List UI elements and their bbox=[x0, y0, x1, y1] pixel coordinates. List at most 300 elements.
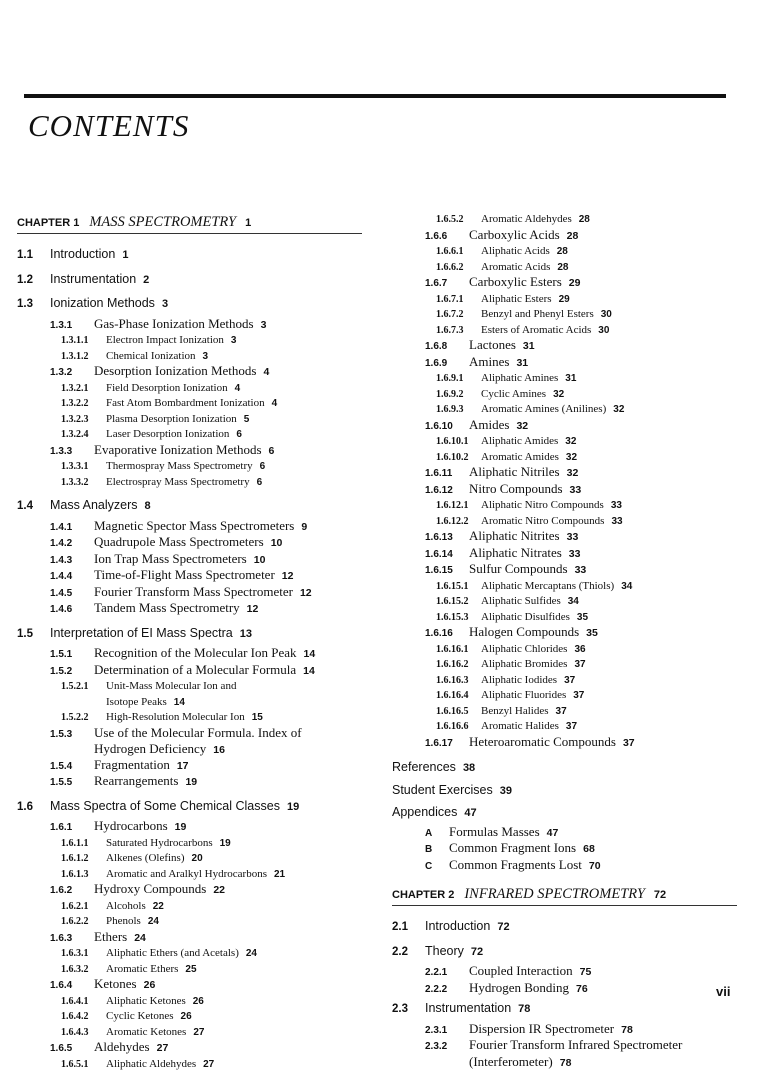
section-title: Aliphatic Ethers (and Acetals) bbox=[106, 947, 239, 959]
section-title: Interpretation of EI Mass Spectra bbox=[50, 626, 233, 640]
page-ref: 30 bbox=[598, 325, 609, 336]
toc-entry bbox=[392, 915, 737, 940]
section-title: Fast Atom Bombardment Ionization bbox=[106, 397, 265, 409]
page-ref: 25 bbox=[185, 964, 196, 975]
toc-entry bbox=[392, 355, 737, 372]
section-title: Benzyl and Phenyl Esters bbox=[481, 308, 594, 320]
section-number: 1.6.15.3 bbox=[436, 611, 481, 626]
section-title: Aliphatic Sulfides bbox=[481, 595, 561, 607]
section-title: Aliphatic Iodides bbox=[481, 674, 557, 686]
page-ref: 31 bbox=[565, 373, 576, 384]
section-title: Instrumentation bbox=[50, 272, 136, 286]
section-number: 1.6.16.1 bbox=[436, 643, 481, 658]
toc-entry bbox=[392, 964, 737, 981]
page-ref: 34 bbox=[621, 581, 632, 592]
page-ref: 24 bbox=[246, 948, 257, 959]
section-title: Recognition of the Molecular Ion Peak bbox=[94, 645, 297, 660]
page-ref: 37 bbox=[564, 675, 575, 686]
section-number: 1.6.14 bbox=[425, 548, 469, 563]
page-ref: 3 bbox=[203, 351, 209, 362]
section-number: 1.6.9.3 bbox=[436, 403, 481, 418]
toc-entry bbox=[392, 625, 737, 642]
section-title: Aromatic Ketones bbox=[106, 1026, 186, 1038]
toc-entry bbox=[17, 774, 362, 791]
page-number: vii bbox=[716, 984, 730, 999]
toc-entry bbox=[392, 841, 737, 858]
toc-entry bbox=[17, 494, 362, 519]
section-number: 1.3.2.3 bbox=[61, 413, 106, 428]
section-title: Magnetic Spector Mass Spectrometers bbox=[94, 518, 294, 533]
section-title: Unit-Mass Molecular Ion and bbox=[106, 680, 236, 692]
section-title: Electrospray Mass Spectrometry bbox=[106, 476, 250, 488]
section-title: Aliphatic Nitrates bbox=[469, 545, 562, 560]
page-ref: 4 bbox=[235, 383, 241, 394]
page-ref: 6 bbox=[236, 429, 242, 440]
toc-entry bbox=[17, 930, 362, 947]
toc-entry bbox=[17, 710, 362, 726]
section-title: Aliphatic Acids bbox=[481, 245, 550, 257]
toc-entry bbox=[392, 402, 737, 418]
section-number: 1.6.7.3 bbox=[436, 324, 481, 339]
section-title: Ethers bbox=[94, 929, 127, 944]
section-number: 1.6.3.2 bbox=[61, 963, 106, 978]
chapter-title: INFRARED SPECTROMETRY bbox=[464, 886, 645, 903]
section-title: Fourier Transform Infrared Spectrometer bbox=[469, 1037, 682, 1052]
toc-entry bbox=[17, 977, 362, 994]
section-number: 1.6.5.2 bbox=[436, 213, 481, 228]
section-number: B bbox=[425, 843, 449, 858]
page-ref: 35 bbox=[577, 612, 588, 623]
page-ref: 12 bbox=[247, 603, 259, 615]
page-ref: 12 bbox=[282, 570, 294, 582]
section-number: 1.6.2.1 bbox=[61, 900, 106, 915]
section-number: C bbox=[425, 860, 449, 875]
section-title: Fourier Transform Mass Spectrometer bbox=[94, 584, 293, 599]
section-number: 1.5.3 bbox=[50, 728, 94, 743]
section-number: 2.3.1 bbox=[425, 1024, 469, 1039]
toc-entry bbox=[392, 371, 737, 387]
section-title: Gas-Phase Ionization Methods bbox=[94, 316, 254, 331]
page-ref: 28 bbox=[557, 262, 568, 273]
page-ref: 3 bbox=[162, 298, 168, 310]
section-title: Halogen Compounds bbox=[469, 624, 579, 639]
toc-entry bbox=[392, 418, 737, 435]
page-ref: 6 bbox=[260, 461, 266, 472]
section-title: (Interferometer) bbox=[469, 1054, 553, 1069]
page-ref: 27 bbox=[157, 1042, 169, 1054]
page-ref: 22 bbox=[153, 901, 164, 912]
section-number: 2.2.2 bbox=[425, 983, 469, 998]
section-title: Amines bbox=[469, 354, 509, 369]
section-number: 1.5.5 bbox=[50, 776, 94, 791]
section-title: Alkenes (Olefins) bbox=[106, 852, 185, 864]
section-title: Time-of-Flight Mass Spectrometer bbox=[94, 567, 275, 582]
section-number: 1.3.3 bbox=[50, 445, 94, 460]
section-title: Aliphatic Nitriles bbox=[469, 464, 560, 479]
page-ref: 75 bbox=[580, 966, 592, 978]
toc-entry bbox=[17, 381, 362, 397]
section-title: Aliphatic Disulfides bbox=[481, 611, 570, 623]
section-number: 1.4.4 bbox=[50, 570, 94, 585]
page-ref: 37 bbox=[573, 690, 584, 701]
toc-entry bbox=[392, 338, 737, 355]
section-number: 1.3.3.2 bbox=[61, 476, 106, 491]
section-title: Ionization Methods bbox=[50, 296, 155, 310]
section-number: 1.6.2.2 bbox=[61, 915, 106, 930]
section-title: Aromatic Aldehydes bbox=[481, 213, 572, 225]
page-ref: 19 bbox=[185, 776, 197, 788]
section-number: 1.6.10.2 bbox=[436, 451, 481, 466]
section-title: Aliphatic Chlorides bbox=[481, 643, 567, 655]
page-ref: 33 bbox=[569, 548, 581, 560]
toc-entry bbox=[392, 642, 737, 658]
toc-entry bbox=[17, 1025, 362, 1041]
page-ref: 3 bbox=[231, 335, 237, 346]
page-ref: 16 bbox=[213, 744, 225, 756]
section-title: Aliphatic Nitro Compounds bbox=[481, 499, 604, 511]
toc-entry bbox=[17, 622, 362, 647]
section-title: High-Resolution Molecular Ion bbox=[106, 711, 245, 723]
section-title: Instrumentation bbox=[425, 1001, 511, 1015]
section-title: Theory bbox=[425, 944, 464, 958]
page-ref: 21 bbox=[274, 869, 285, 880]
page-ref: 13 bbox=[240, 628, 252, 640]
toc-entry bbox=[392, 387, 737, 403]
section-number: 1.6.10 bbox=[425, 420, 469, 435]
section-title: Amides bbox=[469, 417, 509, 432]
toc-entry bbox=[392, 981, 737, 998]
section-number: 1.6.16.4 bbox=[436, 689, 481, 704]
page-ref: 4 bbox=[263, 366, 269, 378]
section-title: Aliphatic Amides bbox=[481, 435, 558, 447]
section-title: Student Exercises bbox=[392, 783, 493, 797]
toc-entry bbox=[17, 412, 362, 428]
page-ref: 2 bbox=[143, 274, 149, 286]
page-ref: 37 bbox=[623, 737, 635, 749]
section-number: 1.6.12 bbox=[425, 484, 469, 499]
section-number: 1.6.1.3 bbox=[61, 868, 106, 883]
chapter-page: 1 bbox=[245, 217, 251, 229]
section-number: 1.4.2 bbox=[50, 537, 94, 552]
page-ref: 19 bbox=[175, 821, 187, 833]
page-ref: 15 bbox=[252, 712, 263, 723]
section-title: Evaporative Ionization Methods bbox=[94, 442, 262, 457]
page-ref: 19 bbox=[287, 801, 299, 813]
toc-entry bbox=[17, 851, 362, 867]
section-title: Alcohols bbox=[106, 900, 146, 912]
section-title: Tandem Mass Spectrometry bbox=[94, 600, 240, 615]
page-ref: 72 bbox=[497, 921, 509, 933]
toc-entry bbox=[392, 514, 737, 530]
page-ref: 20 bbox=[192, 853, 203, 864]
page-ref: 3 bbox=[261, 319, 267, 331]
section-title: Aliphatic Nitrites bbox=[469, 528, 560, 543]
section-title: Introduction bbox=[50, 247, 115, 261]
toc-entry bbox=[17, 695, 362, 711]
section-title: Coupled Interaction bbox=[469, 963, 573, 978]
toc-entry bbox=[392, 610, 737, 626]
section-number: 1.3 bbox=[17, 293, 50, 317]
section-number: 1.6.16.6 bbox=[436, 720, 481, 735]
page-ref: 1 bbox=[122, 249, 128, 261]
page-ref: 33 bbox=[575, 564, 587, 576]
right-column bbox=[392, 212, 737, 1070]
section-number: 1.6.16.2 bbox=[436, 658, 481, 673]
section-title: Hydrogen Bonding bbox=[469, 980, 569, 995]
page-ref: 31 bbox=[516, 357, 528, 369]
toc-entry bbox=[392, 546, 737, 563]
section-number: 1.6.12.1 bbox=[436, 499, 481, 514]
toc-entry bbox=[392, 579, 737, 595]
chapter-page: 72 bbox=[654, 889, 666, 901]
section-number: 2.2 bbox=[392, 941, 425, 965]
toc-entry bbox=[392, 562, 737, 579]
page-ref: 19 bbox=[220, 838, 231, 849]
page-ref: 9 bbox=[301, 521, 307, 533]
page-ref: 37 bbox=[566, 721, 577, 732]
section-number: 1.3.1.1 bbox=[61, 334, 106, 349]
toc-entry bbox=[392, 825, 737, 842]
toc-entry bbox=[17, 946, 362, 962]
section-number: 1.6.7 bbox=[425, 277, 469, 292]
section-number: 1.6.17 bbox=[425, 737, 469, 752]
page-ref: 17 bbox=[177, 760, 189, 772]
page-ref: 14 bbox=[304, 648, 316, 660]
section-title: Aromatic Nitro Compounds bbox=[481, 515, 604, 527]
toc-entry bbox=[392, 498, 737, 514]
section-title: Carboxylic Acids bbox=[469, 227, 560, 242]
toc-entry bbox=[17, 679, 362, 695]
page-ref: 14 bbox=[174, 697, 185, 708]
section-number: 1.6.3 bbox=[50, 932, 94, 947]
toc-list bbox=[17, 243, 362, 1072]
section-number: 1.6.9 bbox=[425, 357, 469, 372]
section-number: 1.6.15.1 bbox=[436, 580, 481, 595]
section-title: Dispersion IR Spectrometer bbox=[469, 1021, 614, 1036]
toc-entry bbox=[17, 535, 362, 552]
page-ref: 29 bbox=[559, 294, 570, 305]
toc-entry bbox=[17, 914, 362, 930]
toc-entry bbox=[17, 427, 362, 443]
toc-entry bbox=[17, 475, 362, 491]
section-title: Aliphatic Amines bbox=[481, 372, 558, 384]
section-title: Determination of a Molecular Formula bbox=[94, 662, 296, 677]
toc-entry bbox=[17, 1040, 362, 1057]
toc-entry bbox=[17, 742, 362, 758]
page-ref: 26 bbox=[193, 996, 204, 1007]
section-number: 1.6.1.1 bbox=[61, 837, 106, 852]
section-number: 1.6.7.1 bbox=[436, 293, 481, 308]
section-title: Carboxylic Esters bbox=[469, 274, 562, 289]
section-title: Ion Trap Mass Spectrometers bbox=[94, 551, 247, 566]
page-ref: 10 bbox=[254, 554, 266, 566]
chapter-heading bbox=[17, 214, 362, 234]
toc-entry bbox=[392, 594, 737, 610]
toc-entry bbox=[392, 529, 737, 546]
section-number: 1.5 bbox=[17, 623, 50, 647]
toc-entry bbox=[17, 364, 362, 381]
toc-entry bbox=[392, 292, 737, 308]
section-number: 1.6.12.2 bbox=[436, 515, 481, 530]
section-title: Phenols bbox=[106, 915, 141, 927]
section-title: Sulfur Compounds bbox=[469, 561, 568, 576]
toc-entry bbox=[392, 940, 737, 965]
page-ref: 32 bbox=[566, 452, 577, 463]
page-ref: 68 bbox=[583, 843, 595, 855]
toc-entry bbox=[392, 307, 737, 323]
section-number: 1.6.6.1 bbox=[436, 245, 481, 260]
section-title: Plasma Desorption Ionization bbox=[106, 413, 237, 425]
chapter-label: CHAPTER 2 bbox=[392, 889, 454, 901]
page-ref: 6 bbox=[257, 477, 263, 488]
toc-entry bbox=[17, 268, 362, 293]
toc-entry bbox=[17, 552, 362, 569]
section-title: Hydroxy Compounds bbox=[94, 881, 206, 896]
toc-entry bbox=[17, 899, 362, 915]
section-number: 1.5.2.1 bbox=[61, 680, 106, 695]
page-ref: 8 bbox=[145, 500, 151, 512]
section-title: Cyclic Amines bbox=[481, 388, 546, 400]
toc-entry bbox=[392, 673, 737, 689]
toc-entry bbox=[17, 726, 362, 743]
page-ref: 28 bbox=[557, 246, 568, 257]
toc-entry bbox=[17, 646, 362, 663]
toc-list bbox=[392, 915, 737, 1070]
section-number: 1.3.1.2 bbox=[61, 350, 106, 365]
toc-entry bbox=[392, 1038, 737, 1055]
section-title: Quadrupole Mass Spectrometers bbox=[94, 534, 264, 549]
section-number: 1.6.2 bbox=[50, 884, 94, 899]
section-number: 1.6.16.5 bbox=[436, 705, 481, 720]
section-title: Laser Desorption Ionization bbox=[106, 428, 229, 440]
section-number: 1.5.2 bbox=[50, 665, 94, 680]
page-ref: 27 bbox=[203, 1059, 214, 1070]
section-title: Aldehydes bbox=[94, 1039, 150, 1054]
section-number: 1.4 bbox=[17, 495, 50, 519]
section-number: 1.6.4.2 bbox=[61, 1010, 106, 1025]
section-number: 1.3.2.1 bbox=[61, 382, 106, 397]
section-number: 1.6.13 bbox=[425, 531, 469, 546]
page-ref: 14 bbox=[303, 665, 315, 677]
section-title: Mass Spectra of Some Chemical Classes bbox=[50, 799, 280, 813]
page-ref: 33 bbox=[611, 500, 622, 511]
section-title: Lactones bbox=[469, 337, 516, 352]
page-ref: 4 bbox=[272, 398, 278, 409]
section-number: 1.3.2.2 bbox=[61, 397, 106, 412]
page-ref: 32 bbox=[613, 404, 624, 415]
section-title: Aliphatic Mercaptans (Thiols) bbox=[481, 580, 614, 592]
section-number: 1.6.16.3 bbox=[436, 674, 481, 689]
section-title: Common Fragment Ions bbox=[449, 840, 576, 855]
toc-entry bbox=[17, 243, 362, 268]
toc-entry bbox=[392, 244, 737, 260]
section-number: 2.3 bbox=[392, 998, 425, 1022]
section-number: 1.6.1 bbox=[50, 821, 94, 836]
section-number: 1.6.3.1 bbox=[61, 947, 106, 962]
section-title: Benzyl Halides bbox=[481, 705, 549, 717]
toc-entry bbox=[392, 1055, 737, 1071]
toc-entry bbox=[392, 434, 737, 450]
section-number: 1.6.4.3 bbox=[61, 1026, 106, 1041]
left-column bbox=[17, 214, 362, 1072]
section-title: Desorption Ionization Methods bbox=[94, 363, 256, 378]
section-number: 1.2 bbox=[17, 269, 50, 293]
section-number: 2.2.1 bbox=[425, 966, 469, 981]
page-ref: 33 bbox=[611, 516, 622, 527]
toc-entry bbox=[17, 396, 362, 412]
toc-entry bbox=[392, 465, 737, 482]
page-ref: 35 bbox=[586, 627, 598, 639]
section-number: 1.5.1 bbox=[50, 648, 94, 663]
section-title: Nitro Compounds bbox=[469, 481, 563, 496]
page-ref: 33 bbox=[567, 531, 579, 543]
section-title: Aliphatic Aldehydes bbox=[106, 1058, 196, 1070]
section-title: Hydrocarbons bbox=[94, 818, 168, 833]
section-number: 1.5.4 bbox=[50, 760, 94, 775]
section-number: 1.6.15.2 bbox=[436, 595, 481, 610]
toc-entry bbox=[17, 962, 362, 978]
toc-entry bbox=[392, 780, 737, 803]
section-number: 1.6.8 bbox=[425, 340, 469, 355]
toc-entry bbox=[392, 688, 737, 704]
toc-entry bbox=[392, 482, 737, 499]
section-title: Fragmentation bbox=[94, 757, 170, 772]
toc-entry bbox=[17, 994, 362, 1010]
section-number: 1.5.2.2 bbox=[61, 711, 106, 726]
page-ref: 32 bbox=[567, 467, 579, 479]
section-title: Esters of Aromatic Acids bbox=[481, 324, 591, 336]
section-title: Aromatic and Aralkyl Hydrocarbons bbox=[106, 868, 267, 880]
section-title: Saturated Hydrocarbons bbox=[106, 837, 213, 849]
toc-entry bbox=[392, 757, 737, 780]
page-ref: 33 bbox=[570, 484, 582, 496]
section-number: 1.6.9.1 bbox=[436, 372, 481, 387]
page-ref: 28 bbox=[567, 230, 579, 242]
section-title: Field Desorption Ionization bbox=[106, 382, 228, 394]
page-ref: 78 bbox=[621, 1024, 633, 1036]
toc-entry bbox=[17, 882, 362, 899]
page-ref: 24 bbox=[148, 916, 159, 927]
page-ref: 47 bbox=[464, 807, 476, 819]
toc-entry bbox=[17, 758, 362, 775]
chapter-label: CHAPTER 1 bbox=[17, 217, 79, 229]
section-number: 1.3.2.4 bbox=[61, 428, 106, 443]
section-title: Thermospray Mass Spectrometry bbox=[106, 460, 253, 472]
page-ref: 26 bbox=[144, 979, 156, 991]
page-ref: 76 bbox=[576, 983, 588, 995]
page-ref: 32 bbox=[516, 420, 528, 432]
page-ref: 12 bbox=[300, 587, 312, 599]
section-title: Use of the Molecular Formula. Index of bbox=[94, 725, 302, 740]
toc-entry bbox=[17, 333, 362, 349]
section-number: 1.6.6.2 bbox=[436, 261, 481, 276]
toc-entry bbox=[17, 459, 362, 475]
section-number: 1.6.15 bbox=[425, 564, 469, 579]
page-ref: 26 bbox=[181, 1011, 192, 1022]
page-ref: 22 bbox=[213, 884, 225, 896]
section-title: Aromatic Halides bbox=[481, 720, 559, 732]
toc-entry bbox=[17, 585, 362, 602]
toc-entry bbox=[392, 735, 737, 752]
toc-entry bbox=[392, 228, 737, 245]
section-number: 1.6.5.1 bbox=[61, 1058, 106, 1072]
page-ref: 36 bbox=[574, 644, 585, 655]
section-number: 1.6.7.2 bbox=[436, 308, 481, 323]
section-title: Hydrogen Deficiency bbox=[94, 741, 206, 756]
page-ref: 5 bbox=[244, 414, 250, 425]
page-ref: 70 bbox=[589, 860, 601, 872]
section-number: 2.1 bbox=[392, 916, 425, 940]
